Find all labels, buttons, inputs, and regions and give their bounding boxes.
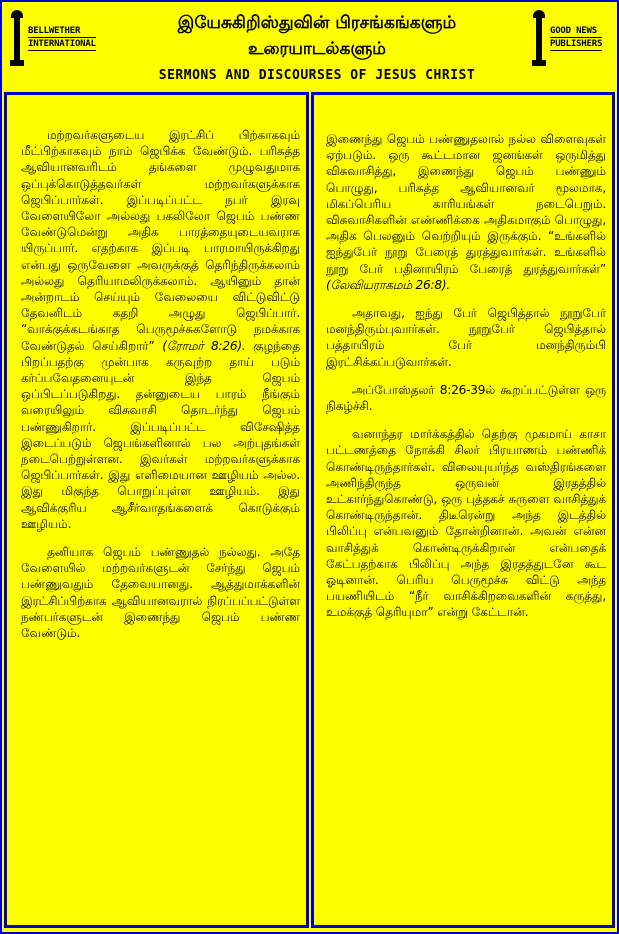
left-paragraph-1 [21,127,300,532]
tower-icon [532,10,546,66]
tamil-title [112,10,522,62]
bellwether-logo [10,10,96,66]
right-p1-reference: (லேவியராகமம் 26:8). [326,277,451,292]
page-header [2,2,617,90]
left-paragraph-2: தனியாக ஜெபம் பண்ணுதல் நல்லது. அதே வேளையில் மற்றவர்களுடன் சேர்ந்து ஜெபம் பண்ணுவதும் தேவையானது. ஆத்துமாக்களின் இரட்சிப்பிற்காக ஆவியானவரால் நிரப்பப்பட்டுள்ள நண்பர்களுடன் இணைந்து ஜெபம் பண்ண வேண்டும். [21,545,300,641]
tower-icon [10,10,24,66]
right-paragraph-4: வனாந்தர மார்க்கத்தில் தெற்கு முகமாய் காசா பட்டணத்தை நோக்கி சிலர் பிரயாணம் பண்ணிக் கொண்டிருந்தார்கள். விலையுயர்ந்த வஸ்திரங்களை அணிந்திருந்த ஒருவன் இரதத்தில் உட்கார்ந்துகொண்டு, ஒரு புத்தகச் சுருளை வாசித்துக் கொண்டிருந்தான். திடீரென்று அந்த இடத்தில் பிலிப்பு என்பவனும் தோன்றினான். அவன் என்ன வாசித்துக் கொண்டிருக்கிறான் என்பதைக் கேட்பதற்காக பிலிப்பு அந்த இரதத்துடனே கூட ஓடினான். பெரிய பெருமூச்சு விட்டு அந்த பயணியிடம் “நீர் வாசிக்கிறவைகளின் கருத்து, உமக்குத் தெரியுமா” என்று கேட்டான். [326,427,606,620]
tamil-title-line2: உரையாடல்களும் [248,39,386,59]
right-paragraph-2: அதாவது, ஐந்து பேர் ஜெபித்தால் நூறுபேர் மனந்திரும்புவார்கள். நூறுபேர் ஜெபித்தால் பத்தாயிரம் பேர் மனந்திரும்பி இரட்சிக்கப்படுவார்கள். [326,306,606,369]
left-p1-reference: (ரோமர் 8:26). [162,338,246,353]
tamil-title-line1: இயேசுகிறிஸ்துவின் பிரசங்கங்களும் [177,13,457,33]
good-news-logo [532,10,602,66]
right-paragraph-1 [326,131,606,293]
left-p1-text: மற்றவர்களுடைய இரட்சிப் பிற்காகவும் மீட்பிற்காகவும் நாம் ஜெபிக்க வேண்டும். பரிசுத்த ஆவியானவரிடம் தங்களை முழுவதுமாக ஒப்புக்கொடுத்தவர்கள் மற்றவர்களுக்காக ஜெபிப்பார்கள். இப்படிப்பட்ட நபர் இரவு வேளையிலோ அல்லது பகலிலோ ஜெபம் பண்ண வேண்டுமென்று அதிக பாரத்தையுடையவராக யிருப்பார். எதற்காக இப்படி பாரமாயிருக்கிறது என்பது ஒருவேளை அவருக்குத் தெரிந்திருக்கலாம் அல்லது தெரியாமலிருக்கலாம். ஆயினும் தான் அன்றாடம் செய்யும் வேலையை விட்டுவிட்டு தேவனிடம் கதறி அழுது ஜெபிப்பார். “வாக்குக்கடங்காத பெருமூச்சுகளோடு நமக்காக வேண்டுதல் செய்கிறார்” [21,128,300,353]
left-p1-rest: குழந்தை பிறப்பதற்கு முன்பாக கருவுற்ற தாய் படும் கர்ப்பவேதனையுடன் இந்த ஜெபம் ஒப்பிடப்படுகிறது. தன்னுடைய பாரம் நீங்கும் வரையிலும் விசுவாசி தொடர்ந்து ஜெபம் பண்ணுகிறார். இப்படிப்பட்ட விசேஷித்த இடைப்படும் ஜெபங்களினால் பல அற்புதங்கள் நடைபெற்றுள்ளன. இவர்கள் மற்றவர்களுக்காக ஜெபிப்பார்கள். இது எளிமையான ஊழியம் அல்ல. இது மிகுந்த பொறுப்புள்ள ஊழியம். இது ஆவிக்குரிய ஆசீர்வாதங்களைக் கொடுக்கும் ஊழியம். [21,338,301,531]
right-p1-text: இணைந்து ஜெபம் பண்ணுதலால் நல்ல விளைவுகள் ஏற்படும். ஒரு கூட்டமான ஜனங்கள் ஒருமித்து விசுவாசித்து, இணைந்து ஜெபம் பண்ணும் பொழுது, பரிசுத்த ஆவியானவர் மூலமாக, மிகப்பெரிய காரியங்கள் நடைபெறும். விசுவாசிகளின் எண்ணிக்கை அதிகமாகும் பொழுது, அதிக பெலனும் வெற்றியும் இருக்கும். “உங்களில் ஐந்துபேர் நூறு பேரைத் துரத்துவார்கள். உங்களில் நூறு பேர் பதினாயிரம் பேரைத் துரத்துவார்கள்” [326,132,606,276]
logo-left-line2: INTERNATIONAL [28,39,96,49]
right-column [311,92,615,928]
english-title: SERMONS AND DISCOURSES OF JESUS CHRIST [158,68,476,83]
left-column [4,92,309,928]
logo-right-line1: GOOD NEWS [550,25,602,38]
right-paragraph-3: அப்போஸ்தலர் 8:26-39ல் கூறப்பட்டுள்ள ஒரு நிகழ்ச்சி. [326,382,606,414]
logo-right-line2: PUBLISHERS [550,39,603,49]
logo-left-line1: BELLWETHER [28,25,96,38]
